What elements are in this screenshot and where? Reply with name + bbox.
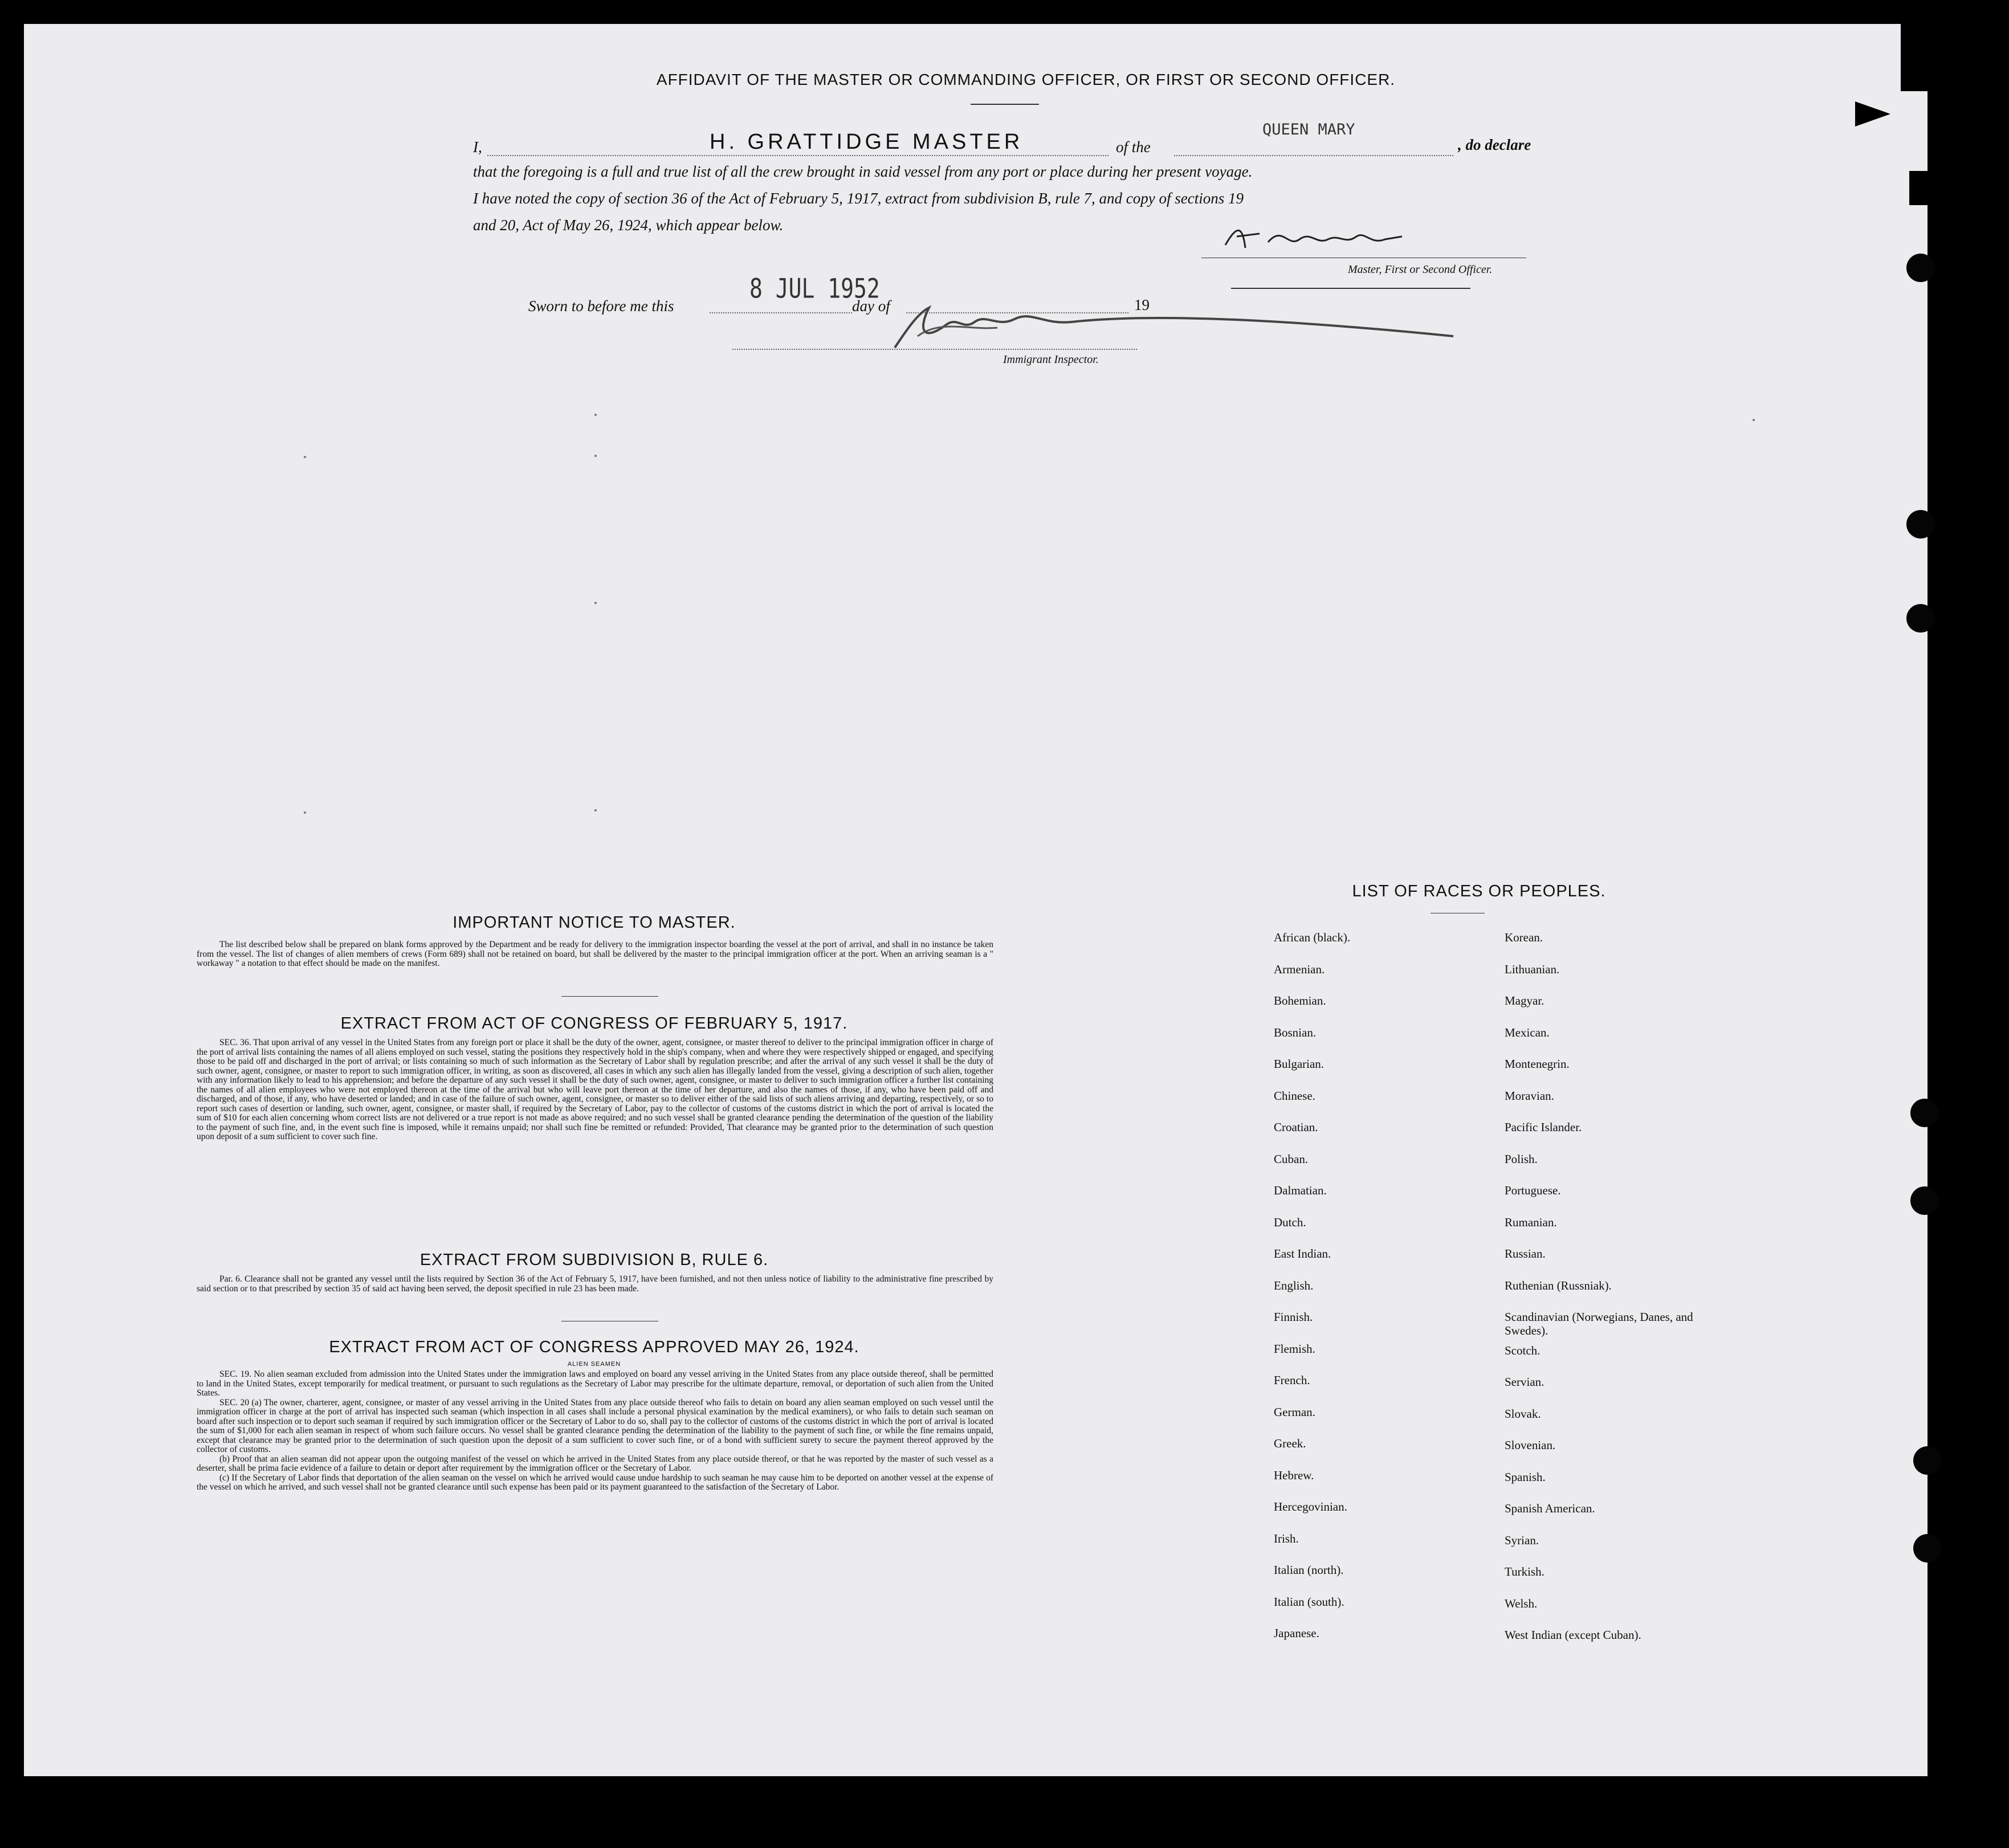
affidavit-line-2: I have noted the copy of section 36 of the Act of February 5, 1917, extract from subdivision B, rule 7, and copy of sections 19 — [473, 190, 1244, 207]
punch-hole — [1913, 1446, 1942, 1475]
race-item: Ruthenian (Russniak). — [1505, 1278, 1612, 1292]
do-declare-label: , do declare — [1458, 136, 1531, 153]
race-item: Armenian. — [1274, 962, 1325, 976]
punch-hole — [1910, 1186, 1939, 1215]
punch-hole — [1906, 254, 1935, 282]
race-item: German. — [1274, 1405, 1315, 1419]
race-item: Servian. — [1505, 1375, 1545, 1389]
notice-paragraph: The list described below shall be prepared on blank forms approved by the Department and be ready for delivery to the immigration inspector boarding the vessel at the port of arrival, and shall in no instance be taken from the vessel. The list of changes of alien members of crews (Form 689) shall not be retained on board, but shall be delivered by the master to the principal immigration officer at the port. When an arriving seaman is a " workaway " a notation to that effect should be made on the manifest. — [197, 940, 993, 968]
signature-caption: Master, First or Second Officer. — [1348, 263, 1493, 276]
race-item: English. — [1274, 1278, 1314, 1292]
stray-dot — [594, 414, 597, 416]
race-item: Irish. — [1274, 1531, 1299, 1545]
rule-6-paragraph: Par. 6. Clearance shall not be granted any vessel until the lists required by Section 36 of the Act of February 5, 1917, have been furnished, and not then unless notice of liability to the administrative fine prescribed by said section or to that prescribed by section 35 of said act having been served, the deposit specified in rule 23 has been made. — [197, 1274, 993, 1294]
year-prefix: 19 — [1134, 296, 1150, 313]
race-item: Bulgarian. — [1274, 1057, 1325, 1071]
race-item: Bosnian. — [1274, 1025, 1317, 1039]
race-item: Spanish. — [1505, 1470, 1546, 1484]
section-20b-paragraph: (b) Proof that an alien seaman did not appear upon the outgoing manifest of the vessel on which he arrived in the United States from any place outside thereof, or that he was reported by the master of such vessel as a deserter, shall be prima facie evidence of a failure to detain or deport after requirement by the immigration officer or the Secretary of Labor. — [197, 1454, 993, 1473]
race-item: Montenegrin. — [1505, 1057, 1570, 1071]
vessel-name: QUEEN MARY — [1262, 121, 1355, 138]
stray-dot — [594, 455, 597, 457]
punch-hole — [1910, 1099, 1939, 1127]
race-item: Lithuanian. — [1505, 962, 1560, 976]
section-divider — [561, 996, 658, 997]
master-name: H. GRATTIDGE MASTER — [710, 130, 1024, 154]
race-item: Italian (south). — [1274, 1594, 1344, 1609]
race-item: West Indian (except Cuban). — [1505, 1628, 1641, 1642]
punch-hole — [1906, 510, 1935, 539]
race-item: Welsh. — [1505, 1596, 1538, 1610]
race-item: Dalmatian. — [1274, 1184, 1327, 1197]
stray-dot — [304, 456, 306, 458]
inspector-caption: Immigrant Inspector. — [1003, 353, 1099, 366]
sworn-date-stamp: 8 JUL 1952 — [749, 272, 880, 304]
race-item: Japanese. — [1274, 1626, 1319, 1640]
races-right-column — [1505, 929, 1710, 1658]
race-item: Magyar. — [1505, 994, 1545, 1007]
race-item: Chinese. — [1274, 1088, 1315, 1103]
race-item: Syrian. — [1505, 1533, 1539, 1547]
torn-edge — [1901, 23, 1935, 91]
race-item: Hebrew. — [1274, 1468, 1314, 1482]
race-item: Slovak. — [1505, 1406, 1541, 1421]
vessel-line — [1174, 155, 1453, 156]
race-item: Hercegovinian. — [1274, 1500, 1347, 1514]
race-item: Rumanian. — [1505, 1215, 1557, 1229]
section-19-paragraph: SEC. 19. No alien seaman excluded from admission into the United States under the immigration laws and employed on board any vessel arriving in the United States from any place outside thereof, shall be permitted to land in the United States, except temporarily for medical treatment, or pursuant to such regulations as the Secretary of Labor may prescribe for the ultimate departure, removal, or deportation of such alien from the United States. — [197, 1369, 993, 1398]
of-the-label: of the — [1116, 138, 1151, 156]
stray-dot — [1753, 419, 1755, 421]
race-item: Flemish. — [1274, 1341, 1315, 1356]
race-item: French. — [1274, 1373, 1310, 1387]
race-item: Portuguese. — [1505, 1184, 1561, 1197]
arrow-mark — [1855, 101, 1890, 127]
stray-dot — [304, 811, 306, 814]
torn-edge — [1909, 171, 1935, 205]
race-item: Spanish American. — [1505, 1502, 1595, 1515]
race-item: Turkish. — [1505, 1565, 1545, 1578]
signature-underline — [1231, 288, 1470, 289]
race-item: Cuban. — [1274, 1152, 1309, 1166]
race-item: Russian. — [1505, 1247, 1546, 1260]
extract-1924-title: EXTRACT FROM ACT OF CONGRESS APPROVED MAY 26, 1924. — [329, 1338, 859, 1356]
notice-title: IMPORTANT NOTICE TO MASTER. — [453, 913, 736, 932]
race-item: Slovenian. — [1505, 1438, 1556, 1452]
sworn-label: Sworn to before me this — [528, 297, 674, 315]
stray-dot — [594, 809, 597, 811]
affidavit-line-3: and 20, Act of May 26, 1924, which appear below. — [473, 217, 784, 234]
punch-hole — [1913, 1534, 1942, 1563]
race-item: Finnish. — [1274, 1310, 1313, 1324]
section-20a-paragraph: SEC. 20 (a) The owner, charterer, agent, consignee, or master of any vessel arriving in the United States from any place outside thereof who fails to detain on board any alien seaman employed on such vessel until the immigration officer in charge at the port of arrival has inspected such seaman (which inspection in all cases shall include a personal physical examination by the medical examiners), or who fails to detain such seaman on board after such inspection or to deport such seaman if required by such immigration officer or the Secretary of Labor to do so, shall pay to the collector of customs of the customs district in which the port of arrival is located the sum of $1,000 for each alien seaman in respect of whom such failure occurs. No vessel shall be granted clearance pending the determination of the liability to the payment of such fine, or while the fine remains unpaid, except that clearance may be granted prior to the determination of such question upon the deposit of a sum sufficient to cover such fine, or of a bond with sufficient surety to secure the payment thereof approved by the collector of customs. — [197, 1397, 993, 1454]
master-signature — [1225, 225, 1228, 226]
inspector-line — [732, 349, 1137, 350]
alien-seamen-subtitle: ALIEN SEAMEN — [567, 1361, 621, 1368]
master-signature-scrawl — [1220, 219, 1425, 259]
race-item: African (black). — [1274, 931, 1351, 944]
race-item: Croatian. — [1274, 1120, 1318, 1134]
race-item: Bohemian. — [1274, 994, 1326, 1007]
sworn-date-line — [710, 312, 852, 313]
races-title: LIST OF RACES OR PEOPLES. — [1352, 882, 1606, 900]
race-item: Korean. — [1505, 931, 1543, 944]
race-item: Mexican. — [1505, 1025, 1550, 1039]
extract-1917-text — [197, 1038, 993, 1142]
race-item: East Indian. — [1274, 1247, 1331, 1260]
race-item: Scotch. — [1505, 1343, 1541, 1357]
races-left-column — [1274, 929, 1490, 1657]
race-item: Dutch. — [1274, 1215, 1306, 1229]
rule-6-title: EXTRACT FROM SUBDIVISION B, RULE 6. — [419, 1251, 769, 1269]
stray-dot — [594, 602, 597, 604]
race-item: Italian (north). — [1274, 1563, 1344, 1577]
race-item: Polish. — [1505, 1152, 1538, 1166]
affidavit-i-label: I, — [473, 138, 482, 156]
affidavit-line-1: that the foregoing is a full and true list of all the crew brought in said vessel from any port or place during her present voyage. — [473, 163, 1253, 180]
affidavit-title: AFFIDAVIT OF THE MASTER OR COMMANDING OFFICER, OR FIRST OR SECOND OFFICER. — [656, 71, 1396, 88]
race-item: Pacific Islander. — [1505, 1120, 1582, 1134]
punch-hole — [1906, 604, 1935, 633]
race-item: Scandinavian (Norwegians, Danes, and Swedes). — [1505, 1310, 1693, 1337]
name-line — [487, 155, 1109, 156]
extract-1924-text — [197, 1370, 993, 1492]
day-of-label: day of — [852, 297, 890, 315]
rule-6-text — [197, 1275, 993, 1294]
race-item: Greek. — [1274, 1437, 1306, 1450]
section-20c-paragraph: (c) If the Secretary of Labor finds that deportation of the alien seaman on the vessel on which he arrived would cause undue hardship to such seaman he may cause him to be deported on another vessel at the expense of the vessel on which he arrived, and such vessel shall not be granted clearance until such expense has been paid or its payment guaranteed to the satisfaction of the Secretary of Labor. — [197, 1472, 993, 1492]
notice-text — [197, 940, 993, 969]
extract-1917-title: EXTRACT FROM ACT OF CONGRESS OF FEBRUARY 5, 1917. — [340, 1014, 848, 1033]
section-36-paragraph: SEC. 36. That upon arrival of any vessel in the United States from any foreign port or place it shall be the duty of the owner, agent, consignee, or master thereof to deliver to the principal immigration officer in charge of the port of arrival lists containing the names of all aliens employed on such vessel, stating the positions they respectively hold in the ship's company, when and where they were respectively shipped or engaged, and specifying those to be paid off and discharged in the port of arrival; or lists containing so much of such information as the Secretary of Labor shall by regulation prescribe; and after the arrival of any such vessel it shall be the duty of such owner, agent, consignee, or master to report to such immigration officer, in writing, as soon as discovered, all cases in which any such alien has illegally landed from the vessel, giving a description of such alien, together with any information likely to lead to his apprehension; and before the departure of any such vessel it shall be the duty of such owner, agent, consignee, or master to deliver to such immigration officer a further list containing the names of all alien employees who were not employed thereon at the time of the arrival but who will leave port thereon at the time of her departure, and also the names of those, if any, who have been paid off and discharged, and of those, if any, who have deserted or landed; and in case of the failure of such owner, agent, consignee, or master so to deliver either of the said lists of such aliens arriving and departing, respectively, or so to report such cases of desertion or landing, such owner, agent, consignee, or master shall, if required by the Secretary of Labor, pay to the collector of customs of the customs district in which the port of arrival is located the sum of $10 for each alien concerning whom correct lists are not delivered or a true report is not made as above required; and no such vessel shall be granted clearance pending the determination of the question of the liability to the payment of such fine, and, in the event such fine is imposed, while it remains unpaid; nor shall such fine be remitted or refunded: Provided, That clearance may be granted prior to the determination of such question upon deposit of a sum sufficient to cover such fine. — [197, 1038, 993, 1141]
race-item: Moravian. — [1505, 1088, 1554, 1103]
title-underline — [971, 104, 1039, 105]
